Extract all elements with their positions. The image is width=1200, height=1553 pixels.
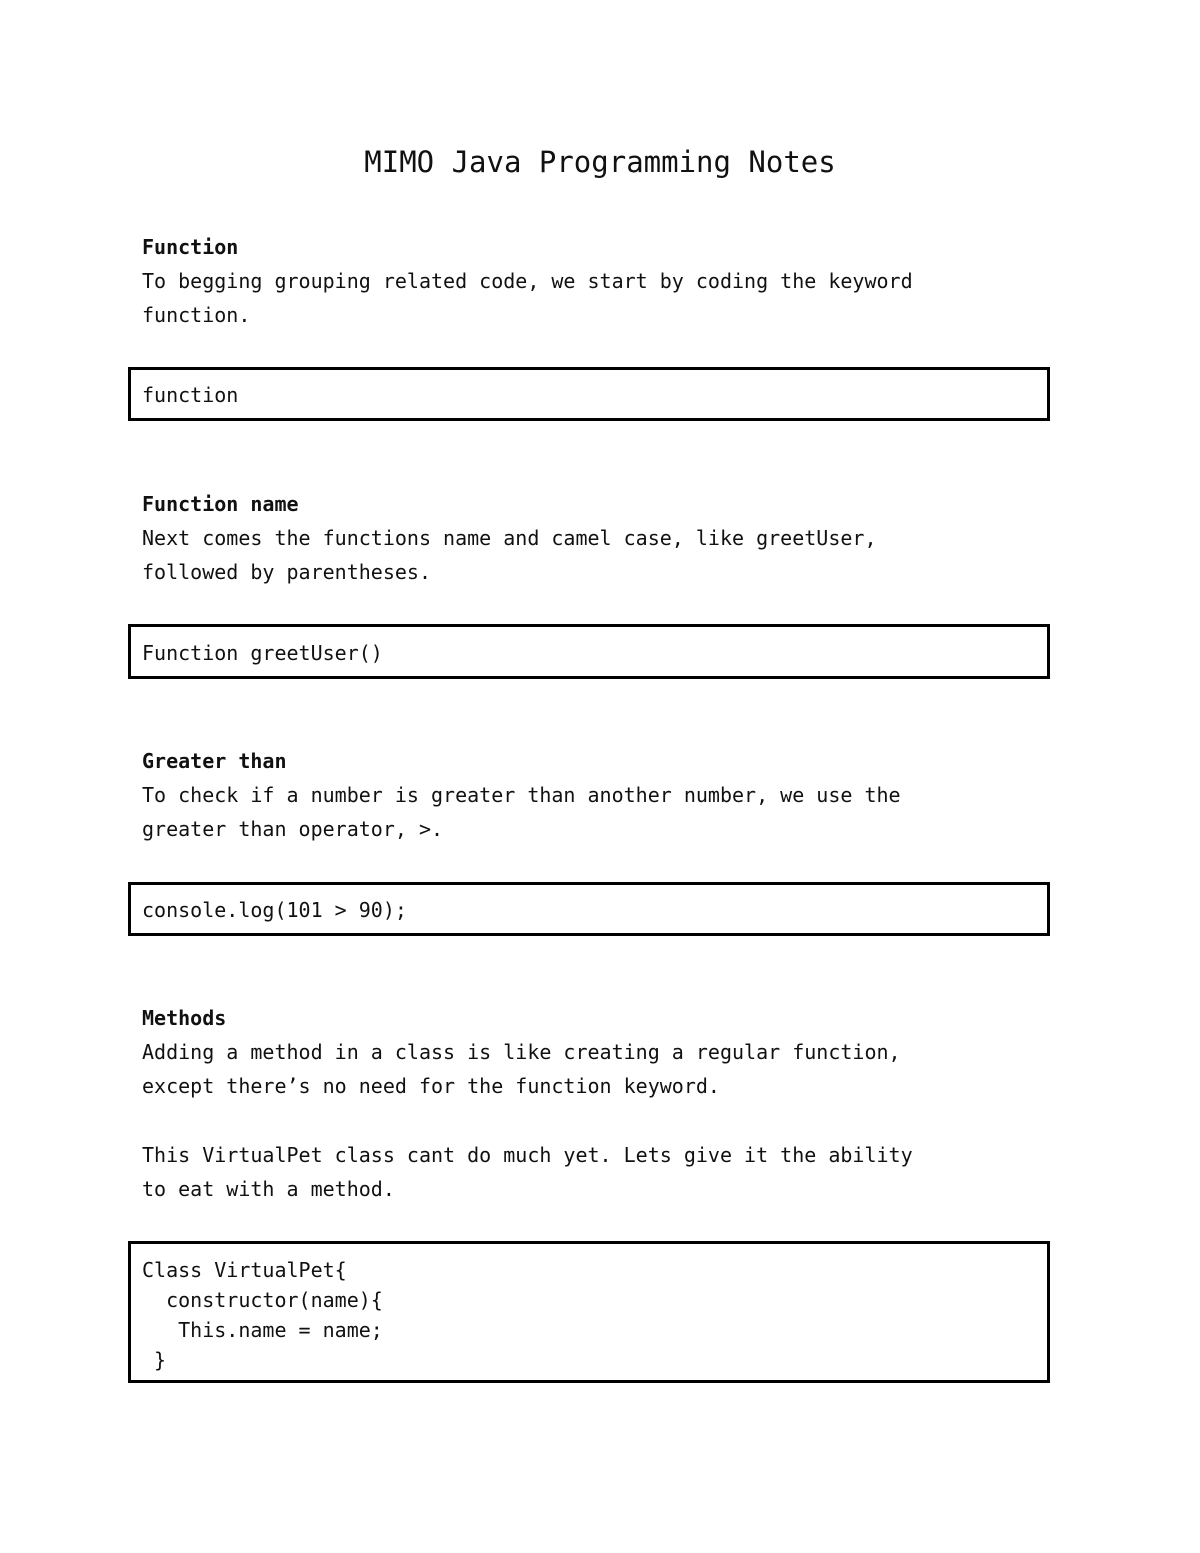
section-heading: Function name	[142, 492, 299, 516]
section-paragraph: To check if a number is greater than another number, we use the greater than operator, >.	[142, 783, 901, 841]
section-heading: Methods	[142, 1006, 227, 1030]
code-line: This.name = name;	[142, 1318, 383, 1342]
code-line: Function greetUser()	[142, 641, 383, 665]
section-function-name	[142, 487, 1062, 589]
section-greater-than	[142, 744, 1062, 846]
code-line: constructor(name){	[142, 1288, 383, 1312]
code-box-methods	[128, 1241, 1050, 1383]
section-paragraph: Next comes the functions name and camel case, like greetUser, followed by parentheses.	[142, 526, 877, 584]
section-heading: Greater than	[142, 749, 287, 773]
section-function	[142, 230, 1062, 332]
section-methods	[142, 1001, 1062, 1206]
section-heading: Function	[142, 235, 239, 259]
code-box-function-name	[128, 624, 1050, 679]
code-line: console.log(101 > 90);	[142, 898, 407, 922]
section-paragraph: This VirtualPet class cant do much yet. Lets give it the ability to eat with a method.	[142, 1143, 913, 1201]
section-paragraph: Adding a method in a class is like creating a regular function, except there’s no need for the function keyword.	[142, 1040, 901, 1098]
code-line: Class VirtualPet{	[142, 1258, 347, 1282]
code-line: }	[142, 1348, 167, 1372]
code-line: function	[142, 383, 239, 407]
section-paragraph: To begging grouping related code, we start by coding the keyword function.	[142, 269, 913, 327]
page-title: MIMO Java Programming Notes	[364, 145, 836, 179]
code-box-function	[128, 367, 1050, 421]
code-box-greater-than	[128, 882, 1050, 936]
